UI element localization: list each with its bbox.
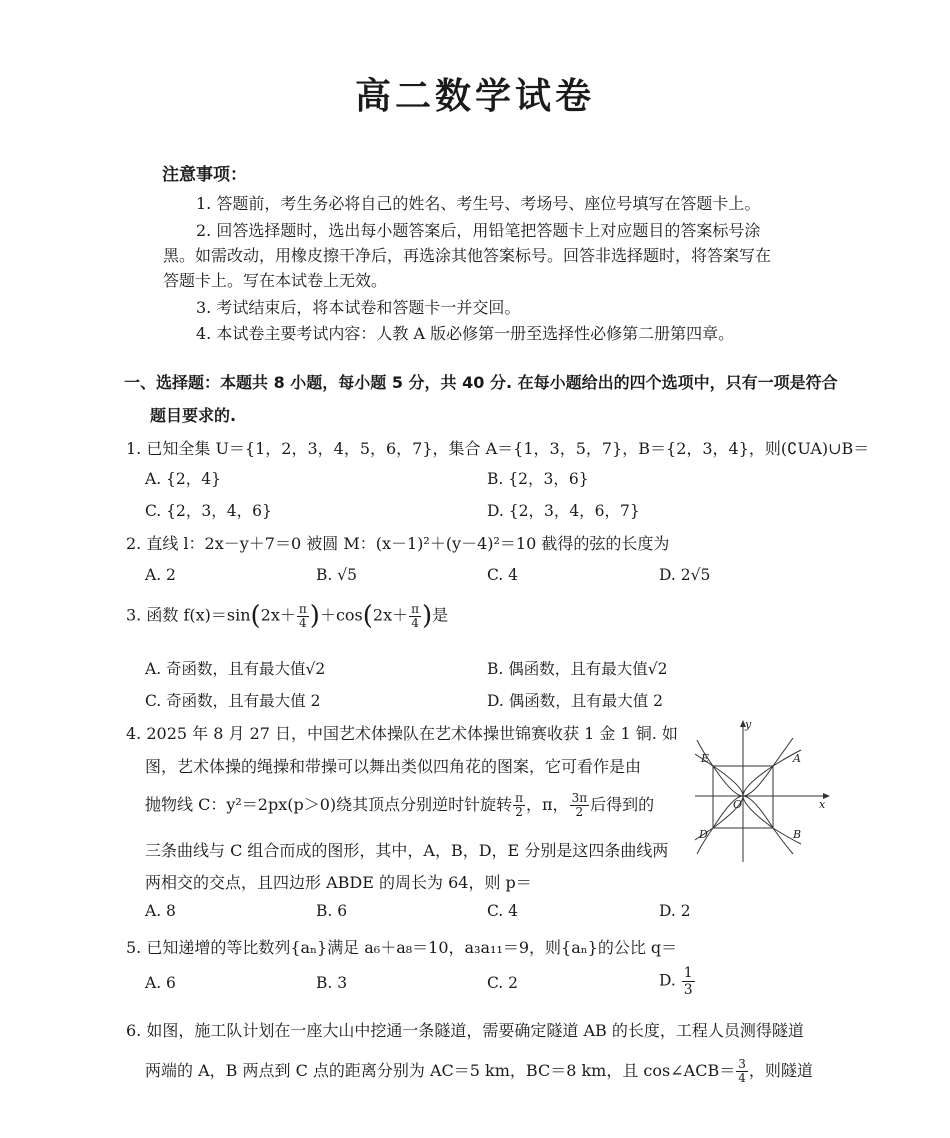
q5-option-a: A. 6 [145, 974, 176, 992]
question-4-line-5: 两相交的交点，且四边形 ABDE 的周长为 64，则 p＝ [145, 873, 532, 892]
four-petal-parabola-figure [693, 716, 831, 864]
q4-option-a: A. 8 [145, 902, 176, 920]
page-title: 高二数学试卷 [354, 76, 595, 117]
q1-option-c: C. {2，3，4，6} [145, 502, 272, 520]
note-line-2: 2. 回答选择题时，选出每小题答案后，用铅笔把答题卡上对应题目的答案标号涂 [196, 221, 761, 240]
label-y: y [745, 718, 752, 731]
label-e: E [701, 752, 710, 765]
question-3-stem: 3. 函数 f(x)＝sin(2x＋ $\frac{\pi}{4}$ )＋cos(2x＋ $\frac{\pi}{4}$ )是 [126, 601, 449, 631]
label-a: A [793, 752, 801, 765]
q5-option-b: B. 3 [316, 974, 348, 992]
q5-option-c: C. 2 [487, 974, 519, 992]
label-o: O [733, 798, 743, 811]
q4-option-b: B. 6 [316, 902, 348, 920]
question-4-line-4: 三条曲线与 C 组合而成的图形，其中，A，B，D，E 分别是这四条曲线两 [145, 841, 669, 860]
frac-pi-over-4: $\frac{\pi}{4}$ [411, 601, 420, 630]
q4-option-c: C. 4 [487, 902, 519, 920]
question-4-line-1: 4. 2025 年 8 月 27 日，中国艺术体操队在艺术体操世锦赛收获 1 金 1 铜. 如 [126, 724, 678, 743]
question-1-stem: 1. 已知全集 U＝{1，2，3，4，5，6，7}，集合 A＝{1，3，5，7}，B＝{2，3，4}，则(∁UA)∪B＝ [126, 439, 870, 458]
frac-three-quarters: $\frac{3}{4}$ [738, 1057, 746, 1085]
question-6-line-2: 两端的 A，B 两点到 C 点的距离分别为 AC＝5 km，BC＝8 km，且 cos∠ACB＝ $\frac{3}{4}$ ，则隧道 [145, 1057, 813, 1085]
q3-option-d: D. 偶函数，且有最大值 2 [487, 692, 664, 710]
q3-option-c: C. 奇函数，且有最大值 2 [145, 692, 321, 710]
frac-3pi-over-2: $\frac{3\pi}{2}$ [571, 791, 588, 819]
question-5-stem: 5. 已知递增的等比数列{aₙ}满足 a₆＋a₈＝10，a₃a₁₁＝9，则{aₙ}的公比 q＝ [126, 938, 678, 957]
parabola-right-lower [743, 796, 793, 854]
q1-option-a: A. {2，4} [145, 470, 221, 488]
question-4-line-3: 抛物线 C：y²＝2px(p＞0)绕其顶点分别逆时针旋转 $\frac{\pi}{2}$ ，π， $\frac{3\pi}{2}$ 后得到的 [145, 791, 655, 819]
question-2-stem: 2. 直线 l：2x－y＋7＝0 被圆 M：(x－1)²＋(y－4)²＝10 截得的弦的长度为 [126, 534, 670, 553]
q2-option-c: C. 4 [487, 566, 519, 584]
label-x: x [819, 798, 826, 811]
q4-option-d: D. 2 [659, 902, 691, 920]
q3-option-b: B. 偶函数，且有最大值√2 [487, 660, 668, 678]
note-line-5: 3. 考试结束后，将本试卷和答题卡一并交回。 [196, 298, 521, 317]
q2-option-b: B. √5 [316, 566, 357, 584]
q2-option-a: A. 2 [145, 566, 176, 584]
label-d: D [699, 828, 708, 841]
note-line-1: 1. 答题前，考生务必将自己的姓名、考生号、考场号、座位号填写在答题卡上。 [196, 194, 761, 213]
frac-pi-over-4: $\frac{\pi}{4}$ [298, 601, 307, 630]
section-heading: 一、选择题：本题共 8 小题，每小题 5 分，共 40 分. 在每小题给出的四个选项中，只有一项是符合 [124, 373, 838, 392]
q3-option-a: A. 奇函数，且有最大值√2 [145, 660, 326, 678]
parabola-left-upper [697, 740, 743, 796]
q1-option-d: D. {2，3，4，6，7} [487, 502, 640, 520]
notes-heading: 注意事项： [162, 165, 247, 185]
section-heading-cont: 题目要求的. [150, 406, 237, 425]
q2-option-d: D. 2√5 [659, 566, 711, 584]
note-line-3: 黑。如需改动，用橡皮擦干净后，再选涂其他答案标号。回答非选择题时，将答案写在 [163, 246, 772, 265]
q5-option-d: D. $\frac{1}{3}$ [659, 965, 693, 998]
question-4-line-2: 图，艺术体操的绳操和带操可以舞出类似四角花的图案，它可看作是由 [145, 757, 642, 776]
question-6-line-1: 6. 如图，施工队计划在一座大山中挖通一条隧道，需要确定隧道 AB 的长度，工程人员测得隧道 [126, 1021, 804, 1040]
q1-option-b: B. {2，3，6} [487, 470, 589, 488]
note-line-4: 答题卡上。写在本试卷上无效。 [163, 271, 388, 290]
label-b: B [793, 828, 802, 841]
note-line-6: 4. 本试卷主要考试内容：人教 A 版必修第一册至选择性必修第二册第四章。 [196, 324, 735, 343]
frac-pi-over-2: $\frac{\pi}{2}$ [515, 791, 524, 819]
frac-one-third: $\frac{1}{3}$ [683, 965, 693, 998]
parabola-right-upper [743, 738, 793, 796]
